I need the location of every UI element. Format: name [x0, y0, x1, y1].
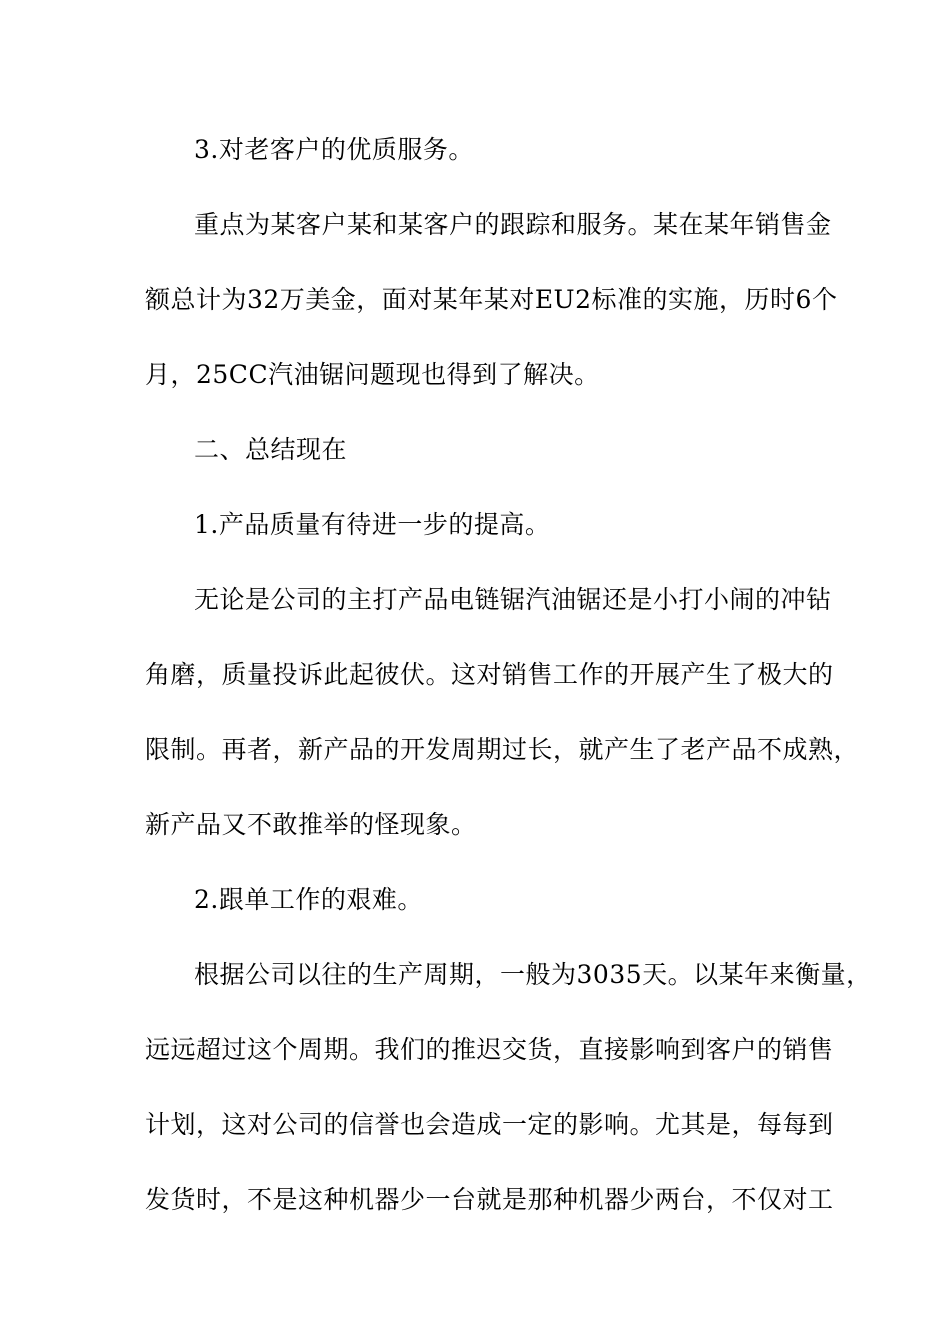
text-line: 发货时，不是这种机器少一台就是那种机器少两台，不仅对工 [145, 1185, 834, 1214]
text-line: 3.对老客户的优质服务。 [194, 135, 474, 164]
text-line: 计划，这对公司的信誉也会造成一定的影响。尤其是，每每到 [145, 1110, 834, 1139]
text-line: 根据公司以往的生产周期，一般为3035天。以某年来衡量， [194, 960, 872, 989]
text-line: 额总计为32万美金，面对某年某对EU2标准的实施，历时6个 [145, 285, 838, 314]
text-line: 远远超过这个周期。我们的推迟交货，直接影响到客户的销售 [145, 1035, 834, 1064]
text-line: 2.跟单工作的艰难。 [194, 885, 423, 914]
text-line: 1.产品质量有待进一步的提高。 [194, 510, 551, 539]
text-line: 新产品又不敢推举的怪现象。 [145, 810, 477, 839]
text-line: 重点为某客户某和某客户的跟踪和服务。某在某年销售金 [194, 210, 832, 239]
text-line: 月，25CC汽油锯问题现也得到了解决。 [145, 360, 600, 389]
section-heading: 二、总结现在 [194, 435, 348, 464]
text-line: 限制。再者，新产品的开发周期过长，就产生了老产品不成熟， [145, 735, 860, 764]
text-line: 角磨，质量投诉此起彼伏。这对销售工作的开展产生了极大的 [145, 660, 834, 689]
text-line: 无论是公司的主打产品电链锯汽油锯还是小打小闹的冲钻 [194, 585, 832, 614]
